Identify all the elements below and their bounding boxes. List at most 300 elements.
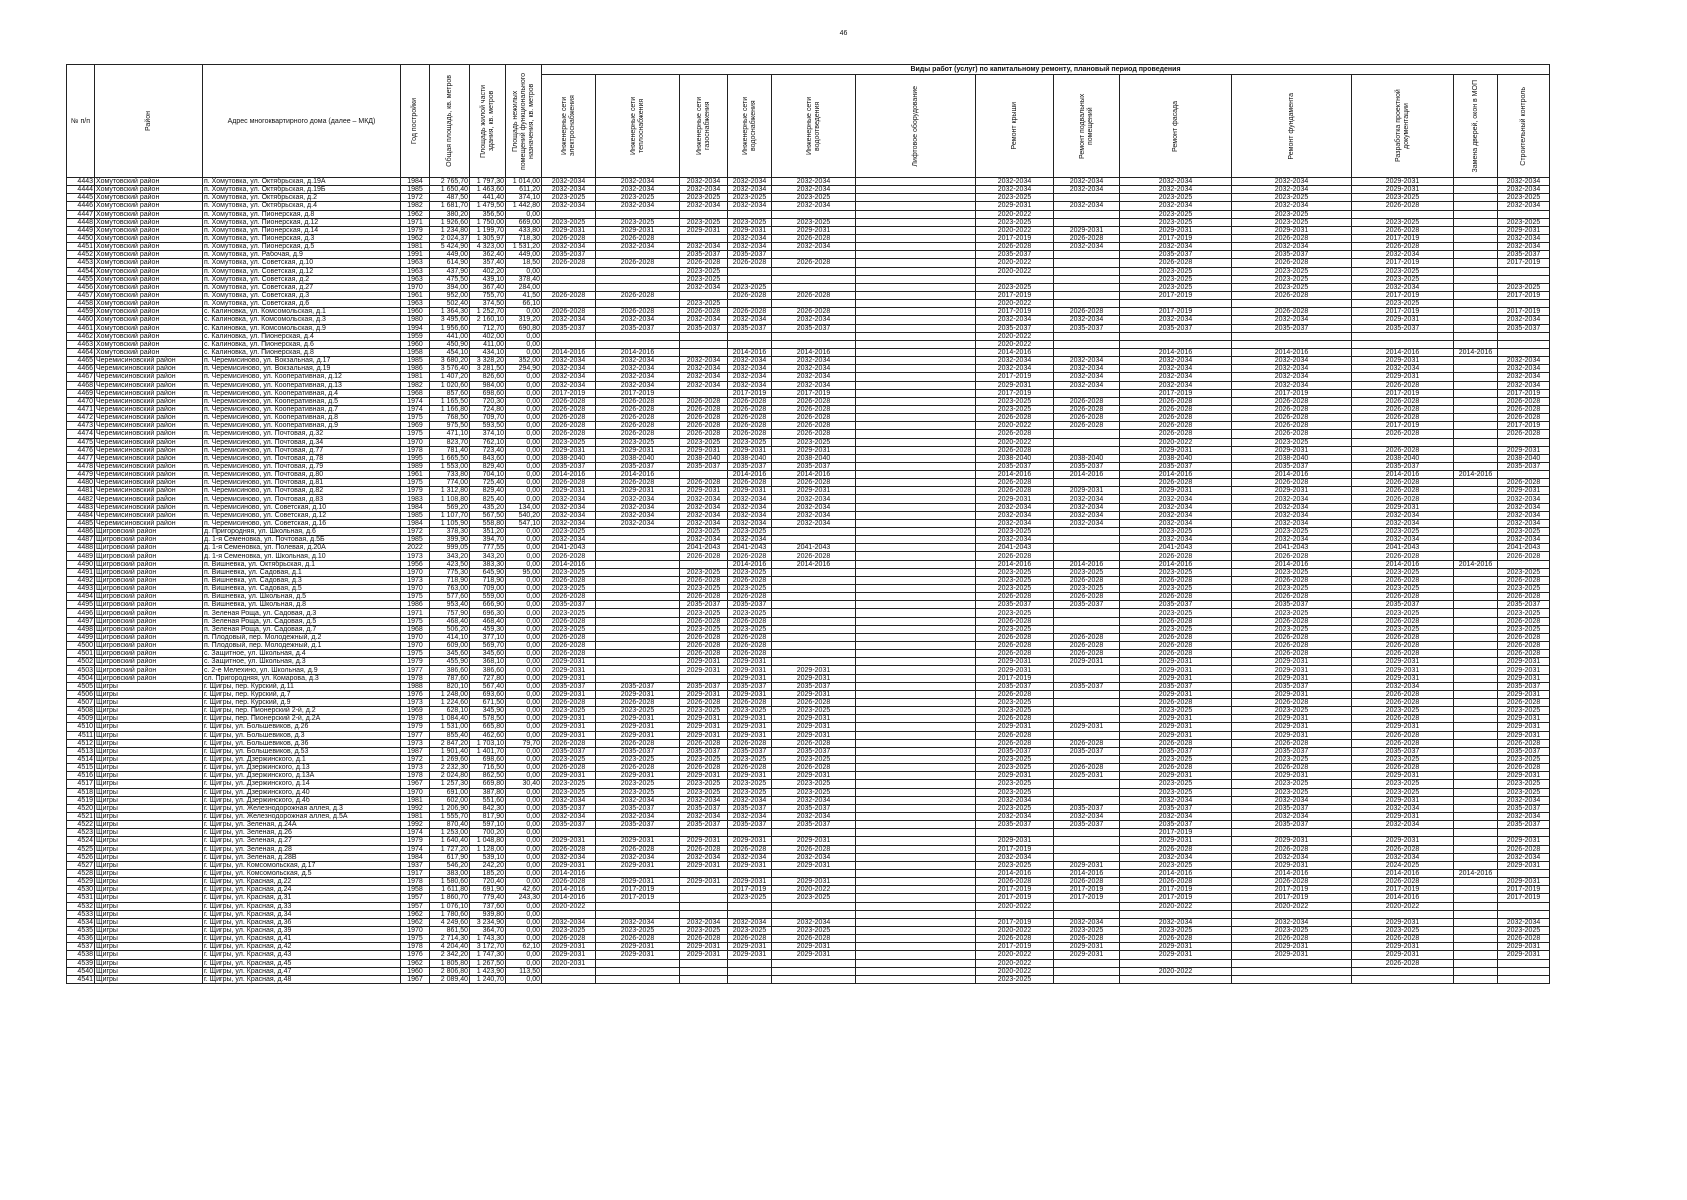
table-cell: 2023-2025 bbox=[1120, 218, 1232, 226]
table-cell bbox=[1054, 837, 1120, 845]
table-cell: 2026-2028 bbox=[1352, 959, 1454, 967]
table-cell: г. Щигры, ул. Зеленая, д.24А bbox=[203, 821, 401, 829]
table-cell bbox=[1454, 202, 1498, 210]
table-cell bbox=[1454, 373, 1498, 381]
table-cell bbox=[1054, 959, 1120, 967]
table-row bbox=[67, 861, 1550, 869]
table-cell: 2026-2028 bbox=[728, 699, 772, 707]
table-cell: 2032-2034 bbox=[1498, 365, 1550, 373]
table-cell: 1 727,20 bbox=[430, 845, 470, 853]
table-cell: 2032-2034 bbox=[1232, 373, 1352, 381]
table-cell: 2035-2037 bbox=[1498, 601, 1550, 609]
table-cell: 2026-2028 bbox=[1232, 633, 1352, 641]
table-cell: 2014-2016 bbox=[542, 886, 596, 894]
table-cell: 2032-2034 bbox=[542, 796, 596, 804]
table-cell: 1 108,80 bbox=[430, 495, 470, 503]
table-cell: 4496 bbox=[67, 609, 95, 617]
table-cell: 1961 bbox=[401, 291, 430, 299]
table-cell bbox=[1054, 975, 1120, 983]
header-cell bbox=[1054, 75, 1120, 178]
table-cell bbox=[1454, 324, 1498, 332]
table-cell: 368,10 bbox=[470, 658, 506, 666]
table-cell bbox=[856, 357, 976, 365]
table-cell: 471,10 bbox=[430, 430, 470, 438]
table-cell: 113,50 bbox=[506, 967, 542, 975]
table-cell: 2029-2031 bbox=[1352, 772, 1454, 780]
table-cell: 4515 bbox=[67, 764, 95, 772]
table-cell: 2026-2028 bbox=[1120, 739, 1232, 747]
table-cell: 4523 bbox=[67, 829, 95, 837]
table-cell: 1970 bbox=[401, 926, 430, 934]
table-cell: 2035-2037 bbox=[596, 747, 680, 755]
table-cell: п. Черемисиново, ул. Советская, д.16 bbox=[203, 519, 401, 527]
table-cell bbox=[772, 633, 856, 641]
header-cell bbox=[430, 65, 470, 178]
table-cell: 2026-2028 bbox=[542, 878, 596, 886]
table-cell: 2032-2034 bbox=[1498, 316, 1550, 324]
table-cell: 1 199,70 bbox=[470, 226, 506, 234]
table-cell: 2032-2034 bbox=[1120, 178, 1232, 186]
table-cell: 2035-2037 bbox=[680, 682, 728, 690]
table-cell bbox=[772, 658, 856, 666]
table-cell: 2029-2031 bbox=[680, 715, 728, 723]
table-cell bbox=[856, 340, 976, 348]
header-label: Инженерные сети газоснабжения bbox=[695, 96, 711, 156]
table-cell: 2020-2022 bbox=[772, 886, 856, 894]
table-cell bbox=[856, 210, 976, 218]
table-cell: 700,20 bbox=[470, 829, 506, 837]
table-cell: 2032-2034 bbox=[596, 178, 680, 186]
table-cell: 2026-2028 bbox=[728, 414, 772, 422]
table-cell bbox=[1054, 845, 1120, 853]
table-row bbox=[67, 519, 1550, 527]
table-cell: 2032-2034 bbox=[680, 365, 728, 373]
table-cell: 2038-2040 bbox=[728, 454, 772, 462]
table-cell: 2032-2034 bbox=[728, 796, 772, 804]
table-cell: Щигры bbox=[95, 918, 203, 926]
table-cell: 2032-2034 bbox=[542, 519, 596, 527]
table-cell: 720,40 bbox=[470, 878, 506, 886]
table-cell: 2035-2037 bbox=[976, 821, 1054, 829]
table-cell: 2032-2034 bbox=[1120, 853, 1232, 861]
table-cell bbox=[856, 251, 976, 259]
table-cell: Хомутовский район bbox=[95, 202, 203, 210]
table-cell: 2029-2031 bbox=[1054, 658, 1120, 666]
table-cell: 2023-2025 bbox=[728, 926, 772, 934]
table-cell: г. Щигры, ул. Комсомольская, д.17 bbox=[203, 861, 401, 869]
header-label: Ремонт подвальных помещений bbox=[1078, 93, 1094, 159]
table-cell: 2029-2031 bbox=[1352, 918, 1454, 926]
table-cell bbox=[1454, 528, 1498, 536]
table-cell bbox=[1454, 804, 1498, 812]
table-cell: 1 128,00 bbox=[470, 845, 506, 853]
table-cell: 2023-2025 bbox=[1232, 218, 1352, 226]
table-cell bbox=[596, 340, 680, 348]
table-cell: 666,90 bbox=[470, 601, 506, 609]
table-cell: 2023-2025 bbox=[976, 764, 1054, 772]
table-cell: 2017-2019 bbox=[976, 674, 1054, 682]
table-row bbox=[67, 837, 1550, 845]
table-cell: 0,00 bbox=[506, 405, 542, 413]
table-row bbox=[67, 560, 1550, 568]
table-cell: 487,50 bbox=[430, 194, 470, 202]
table-cell: Щигровский район bbox=[95, 585, 203, 593]
table-cell: 2029-2031 bbox=[1498, 666, 1550, 674]
table-cell: 2026-2028 bbox=[1352, 593, 1454, 601]
table-row bbox=[67, 821, 1550, 829]
table-cell bbox=[856, 332, 976, 340]
table-cell bbox=[856, 699, 976, 707]
table-cell: 2014-2016 bbox=[1454, 471, 1498, 479]
table-row bbox=[67, 609, 1550, 617]
table-cell bbox=[856, 503, 976, 511]
table-cell: 2035-2037 bbox=[728, 601, 772, 609]
table-cell: 2029-2031 bbox=[680, 731, 728, 739]
table-cell: 2029-2031 bbox=[772, 772, 856, 780]
table-cell: 1971 bbox=[401, 218, 430, 226]
table-cell: п. Черемисиново, ул. Кооперативная, д.8 bbox=[203, 414, 401, 422]
table-cell bbox=[856, 308, 976, 316]
table-cell: 2026-2028 bbox=[1232, 291, 1352, 299]
table-cell: 2023-2025 bbox=[772, 194, 856, 202]
table-cell: п. Хомутовка, ул. Октябрьская, д.19А bbox=[203, 178, 401, 186]
table-cell bbox=[542, 275, 596, 283]
table-cell: 1981 bbox=[401, 243, 430, 251]
table-cell: 2017-2019 bbox=[1498, 259, 1550, 267]
table-cell bbox=[856, 845, 976, 853]
table-cell: 2014-2016 bbox=[542, 348, 596, 356]
table-cell: 2023-2025 bbox=[1232, 568, 1352, 576]
table-cell: 2023-2025 bbox=[976, 861, 1054, 869]
table-row bbox=[67, 381, 1550, 389]
table-cell: Хомутовский район bbox=[95, 210, 203, 218]
table-cell bbox=[596, 210, 680, 218]
table-cell bbox=[856, 894, 976, 902]
table-cell: 1979 bbox=[401, 658, 430, 666]
table-cell: 402,00 bbox=[470, 332, 506, 340]
table-cell: 2035-2037 bbox=[772, 682, 856, 690]
table-cell: 787,60 bbox=[430, 674, 470, 682]
table-cell: 2029-2031 bbox=[772, 446, 856, 454]
table-cell: 2023-2025 bbox=[772, 438, 856, 446]
table-cell: Щигровский район bbox=[95, 674, 203, 682]
table-cell bbox=[1454, 707, 1498, 715]
table-cell: 1978 bbox=[401, 446, 430, 454]
table-cell: 2035-2037 bbox=[1232, 324, 1352, 332]
table-cell bbox=[1454, 829, 1498, 837]
table-cell bbox=[596, 902, 680, 910]
table-cell: 2026-2028 bbox=[1352, 731, 1454, 739]
table-cell: 2029-2031 bbox=[1232, 446, 1352, 454]
table-cell: п. Черемисиново, ул. Вокзальная, д.17 bbox=[203, 357, 401, 365]
header-label: Площадь нежилых помещений функционального назначения, кв. метров bbox=[511, 72, 535, 170]
table-cell: п. Хомутовка, ул. Пионерская, д.14 bbox=[203, 226, 401, 234]
table-cell: 2026-2028 bbox=[728, 593, 772, 601]
table-cell: 2035-2037 bbox=[1232, 462, 1352, 470]
table-cell: 1974 bbox=[401, 829, 430, 837]
table-cell bbox=[856, 796, 976, 804]
table-cell: 2032-2034 bbox=[728, 178, 772, 186]
table-cell: г. Щигры, ул. Красная, д.39 bbox=[203, 926, 401, 934]
table-cell: Щигры bbox=[95, 796, 203, 804]
table-cell: 4528 bbox=[67, 869, 95, 877]
table-row bbox=[67, 568, 1550, 576]
table-cell: 999,05 bbox=[430, 544, 470, 552]
table-cell: 4507 bbox=[67, 699, 95, 707]
table-cell bbox=[1352, 438, 1454, 446]
table-cell: 2026-2028 bbox=[976, 430, 1054, 438]
table-cell: 1978 bbox=[401, 674, 430, 682]
table-cell: 4467 bbox=[67, 373, 95, 381]
table-row bbox=[67, 959, 1550, 967]
table-cell: 399,90 bbox=[430, 536, 470, 544]
table-cell: 2035-2037 bbox=[1054, 462, 1120, 470]
table-cell: 975,50 bbox=[430, 422, 470, 430]
table-cell bbox=[1454, 747, 1498, 755]
table-cell: 4 323,00 bbox=[470, 243, 506, 251]
table-cell: 2014-2016 bbox=[1454, 560, 1498, 568]
table-cell: 2026-2028 bbox=[542, 397, 596, 405]
table-cell: 2035-2037 bbox=[1498, 804, 1550, 812]
table-cell: 2029-2031 bbox=[1120, 658, 1232, 666]
table-cell: 3 576,40 bbox=[430, 365, 470, 373]
table-cell: 2014-2016 bbox=[542, 894, 596, 902]
table-cell: 1962 bbox=[401, 959, 430, 967]
table-cell: 4537 bbox=[67, 943, 95, 951]
table-cell bbox=[1054, 609, 1120, 617]
table-cell: 2032-2034 bbox=[596, 381, 680, 389]
table-cell: 2026-2028 bbox=[1120, 617, 1232, 625]
header-label: Ремонт фундамента bbox=[1287, 92, 1295, 160]
table-cell: 2017-2019 bbox=[976, 308, 1054, 316]
table-cell: 4535 bbox=[67, 926, 95, 934]
table-cell bbox=[856, 519, 976, 527]
table-cell: 2020-2022 bbox=[976, 422, 1054, 430]
table-cell: г. Щигры, ул. Комсомольская, д.5 bbox=[203, 869, 401, 877]
table-row bbox=[67, 454, 1550, 462]
table-cell: 2032-2034 bbox=[680, 178, 728, 186]
table-cell bbox=[1454, 723, 1498, 731]
table-cell: 3 495,60 bbox=[430, 316, 470, 324]
table-cell: 716,50 bbox=[470, 764, 506, 772]
table-cell: 0,00 bbox=[506, 389, 542, 397]
table-cell bbox=[1454, 658, 1498, 666]
table-cell: 1 750,00 bbox=[470, 218, 506, 226]
table-cell: 2032-2034 bbox=[1054, 178, 1120, 186]
table-cell: 704,10 bbox=[470, 471, 506, 479]
table-cell: 2014-2016 bbox=[772, 471, 856, 479]
table-cell: 820,10 bbox=[430, 682, 470, 690]
table-cell: Черемисиновский район bbox=[95, 438, 203, 446]
table-cell: 4473 bbox=[67, 422, 95, 430]
table-cell: 2029-2031 bbox=[1352, 178, 1454, 186]
table-cell: г. Щигры, ул. Железнодорожная аллея, д.5А bbox=[203, 812, 401, 820]
table-cell: 1992 bbox=[401, 804, 430, 812]
table-cell: 693,60 bbox=[470, 690, 506, 698]
capital-repair-table bbox=[66, 64, 1550, 984]
table-cell: 2032-2034 bbox=[1352, 804, 1454, 812]
table-cell bbox=[680, 886, 728, 894]
table-cell: п. Черемисиново, ул. Кооперативная, д.5 bbox=[203, 397, 401, 405]
table-cell: 757,90 bbox=[430, 609, 470, 617]
table-cell: 2014-2016 bbox=[1352, 560, 1454, 568]
table-cell: 2023-2025 bbox=[596, 194, 680, 202]
table-cell: 449,00 bbox=[506, 251, 542, 259]
table-cell: 2029-2031 bbox=[542, 674, 596, 682]
table-cell: 2035-2037 bbox=[728, 682, 772, 690]
table-cell: 2029-2031 bbox=[542, 487, 596, 495]
table-cell: 4539 bbox=[67, 959, 95, 967]
table-cell: 2032-2034 bbox=[728, 511, 772, 519]
table-cell bbox=[1054, 536, 1120, 544]
table-cell: 2032-2034 bbox=[1054, 812, 1120, 820]
table-cell: 2026-2028 bbox=[772, 422, 856, 430]
table-cell: 2035-2037 bbox=[1352, 462, 1454, 470]
table-cell bbox=[1232, 300, 1352, 308]
table-cell: 2035-2037 bbox=[542, 682, 596, 690]
table-cell: 4534 bbox=[67, 918, 95, 926]
table-cell: 468,40 bbox=[430, 617, 470, 625]
table-cell: 2014-2016 bbox=[542, 560, 596, 568]
table-cell: 671,50 bbox=[470, 699, 506, 707]
table-cell: 2029-2031 bbox=[596, 772, 680, 780]
table-cell: 2023-2025 bbox=[542, 926, 596, 934]
table-cell: 2026-2028 bbox=[1498, 642, 1550, 650]
table-cell: 2026-2028 bbox=[728, 642, 772, 650]
table-cell: г. Щигры, ул. Красная, д.41 bbox=[203, 935, 401, 943]
table-cell: 2017-2019 bbox=[976, 389, 1054, 397]
table-cell: 2035-2037 bbox=[1120, 821, 1232, 829]
table-cell: 1 048,80 bbox=[470, 837, 506, 845]
table-cell: 367,40 bbox=[470, 283, 506, 291]
table-cell: 2017-2019 bbox=[976, 886, 1054, 894]
table-cell: 2029-2031 bbox=[772, 487, 856, 495]
table-cell bbox=[1498, 959, 1550, 967]
table-cell: 1970 bbox=[401, 788, 430, 796]
table-cell: 2029-2031 bbox=[680, 226, 728, 234]
table-cell: 2017-2019 bbox=[1232, 894, 1352, 902]
table-row bbox=[67, 593, 1550, 601]
table-cell: 2032-2034 bbox=[680, 853, 728, 861]
table-cell bbox=[1454, 365, 1498, 373]
table-cell: 2035-2037 bbox=[1120, 324, 1232, 332]
table-cell: 2026-2028 bbox=[680, 845, 728, 853]
table-cell: 2023-2025 bbox=[976, 405, 1054, 413]
table-cell: 2014-2016 bbox=[596, 348, 680, 356]
table-cell: 826,60 bbox=[470, 373, 506, 381]
table-cell: 2032-2034 bbox=[596, 796, 680, 804]
table-row bbox=[67, 422, 1550, 430]
table-cell bbox=[1054, 780, 1120, 788]
table-cell: 1985 bbox=[401, 511, 430, 519]
table-row bbox=[67, 291, 1550, 299]
table-cell bbox=[1454, 186, 1498, 194]
table-cell: г. Щигры, ул. Дзержинского, д.13А bbox=[203, 772, 401, 780]
table-cell: 2026-2028 bbox=[1054, 764, 1120, 772]
table-row bbox=[67, 259, 1550, 267]
table-cell: 718,30 bbox=[506, 234, 542, 242]
table-cell bbox=[1454, 536, 1498, 544]
table-cell: 2023-2025 bbox=[728, 707, 772, 715]
table-cell: 2023-2025 bbox=[1232, 609, 1352, 617]
table-cell: 2023-2025 bbox=[976, 707, 1054, 715]
table-cell bbox=[772, 617, 856, 625]
table-cell bbox=[1454, 642, 1498, 650]
table-cell: 2032-2034 bbox=[1120, 186, 1232, 194]
table-cell: 2029-2031 bbox=[1498, 658, 1550, 666]
table-cell: 2032-2034 bbox=[596, 519, 680, 527]
table-cell: 2014-2016 bbox=[772, 348, 856, 356]
table-cell bbox=[1454, 796, 1498, 804]
table-cell: 2035-2037 bbox=[976, 601, 1054, 609]
table-cell: 2029-2031 bbox=[1232, 715, 1352, 723]
table-cell: Щигровский район bbox=[95, 633, 203, 641]
table-cell: 4513 bbox=[67, 747, 95, 755]
table-cell: 1974 bbox=[401, 405, 430, 413]
header-label: Площадь жилой части здания, кв. метров bbox=[479, 84, 495, 158]
table-cell: 2029-2031 bbox=[1498, 715, 1550, 723]
table-cell: 2032-2034 bbox=[1054, 511, 1120, 519]
table-cell: 2035-2037 bbox=[1120, 601, 1232, 609]
table-cell: 2038-2040 bbox=[680, 454, 728, 462]
table-cell: 0,00 bbox=[506, 853, 542, 861]
table-cell: 1994 bbox=[401, 324, 430, 332]
table-cell: 2035-2037 bbox=[728, 324, 772, 332]
table-cell: 2 160,10 bbox=[470, 316, 506, 324]
table-cell bbox=[856, 479, 976, 487]
table-cell: 2026-2028 bbox=[1498, 699, 1550, 707]
header-cell bbox=[401, 65, 430, 178]
table-cell: 1 257,30 bbox=[430, 780, 470, 788]
header-label: Инженерные сети водоотведения bbox=[805, 96, 821, 156]
table-cell bbox=[1054, 430, 1120, 438]
table-cell: 2029-2031 bbox=[596, 690, 680, 698]
table-cell bbox=[1054, 251, 1120, 259]
table-cell bbox=[856, 381, 976, 389]
table-cell: 455,90 bbox=[430, 658, 470, 666]
table-cell: 18,50 bbox=[506, 259, 542, 267]
table-row bbox=[67, 511, 1550, 519]
table-cell: 2017-2019 bbox=[596, 886, 680, 894]
table-cell: 411,00 bbox=[470, 340, 506, 348]
table-cell: 383,00 bbox=[430, 869, 470, 877]
table-cell: 2026-2028 bbox=[1352, 764, 1454, 772]
table-cell: 2 765,70 bbox=[430, 178, 470, 186]
table-cell bbox=[856, 812, 976, 820]
table-cell: 2029-2031 bbox=[728, 837, 772, 845]
table-cell bbox=[856, 951, 976, 959]
table-cell bbox=[596, 975, 680, 983]
table-cell: 2026-2028 bbox=[1054, 739, 1120, 747]
table-cell: 2023-2025 bbox=[1498, 755, 1550, 763]
table-cell: 2029-2031 bbox=[1232, 951, 1352, 959]
table-cell: 2029-2031 bbox=[1232, 487, 1352, 495]
table-cell: 2038-2040 bbox=[976, 454, 1054, 462]
table-cell: г. Щигры, ул. Красная, д.33 bbox=[203, 902, 401, 910]
table-cell: 4533 bbox=[67, 910, 95, 918]
table-row bbox=[67, 194, 1550, 202]
table-row bbox=[67, 365, 1550, 373]
table-cell: 4489 bbox=[67, 552, 95, 560]
table-cell bbox=[856, 731, 976, 739]
table-cell: 2035-2037 bbox=[1054, 682, 1120, 690]
table-cell: 62,10 bbox=[506, 943, 542, 951]
table-cell: 2026-2028 bbox=[680, 479, 728, 487]
table-cell: 4492 bbox=[67, 576, 95, 584]
table-cell: 4530 bbox=[67, 886, 95, 894]
table-cell: 2029-2031 bbox=[542, 658, 596, 666]
table-cell: 952,00 bbox=[430, 291, 470, 299]
